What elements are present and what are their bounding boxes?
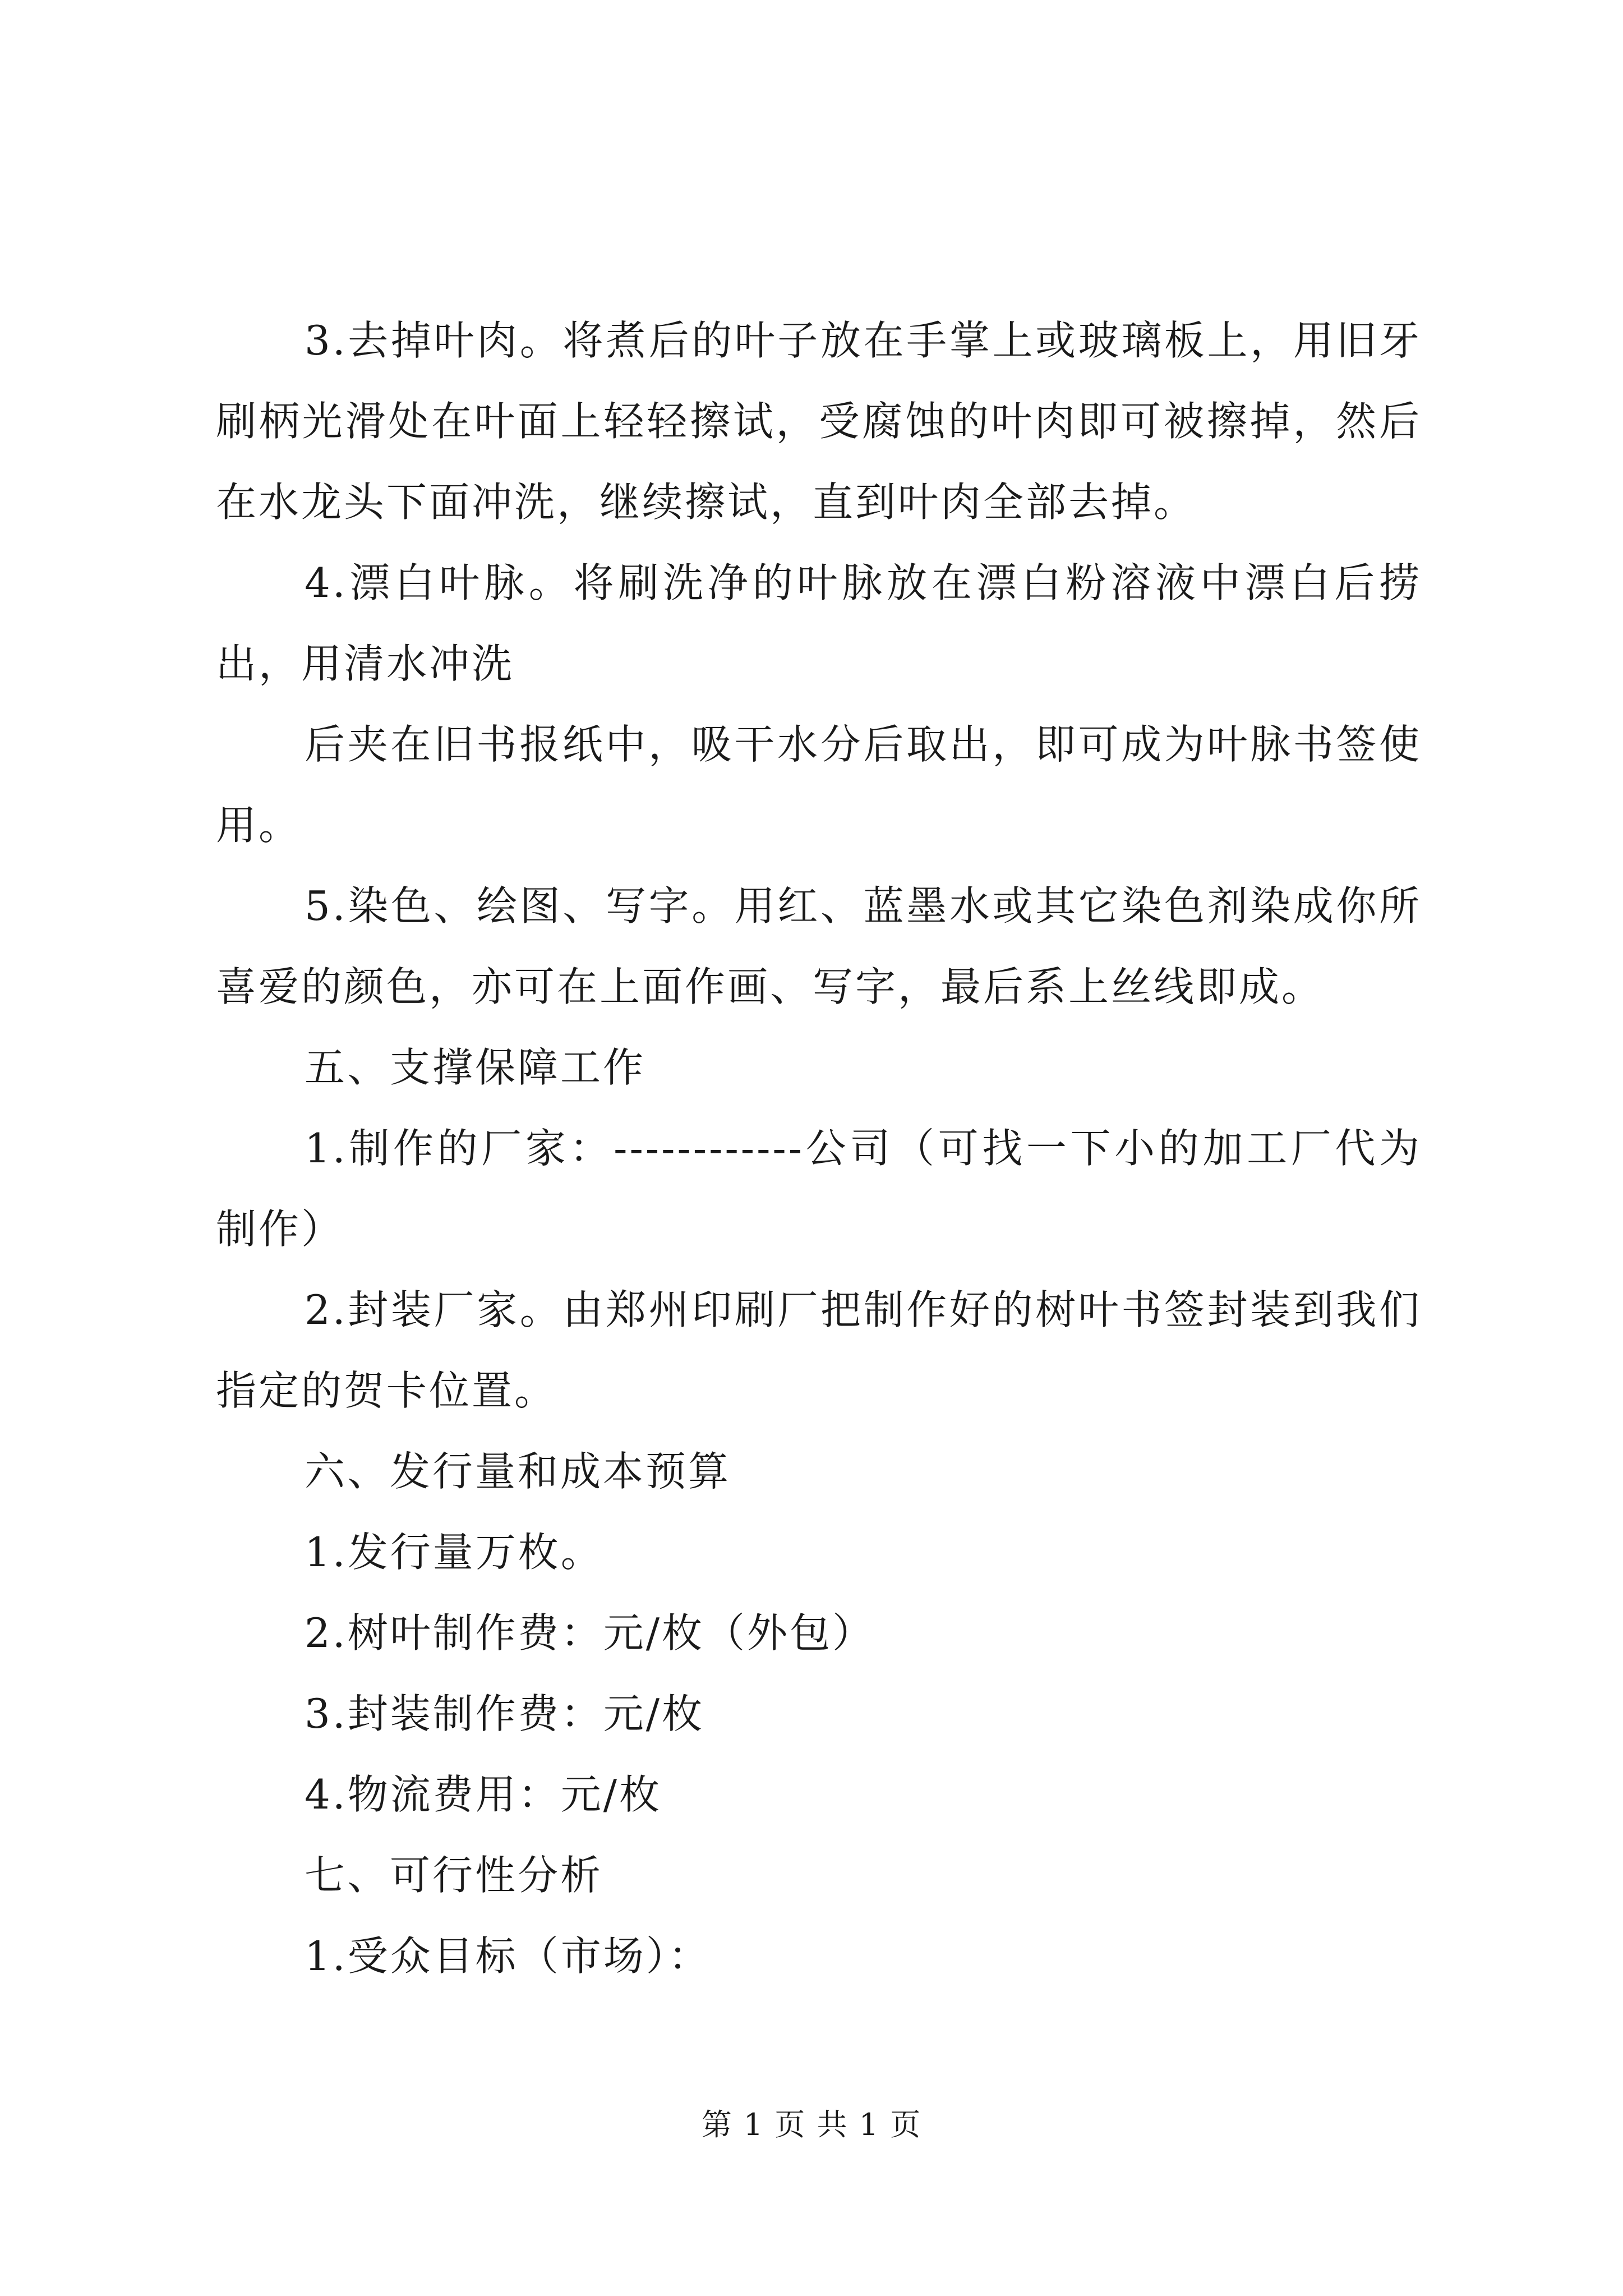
paragraph-step-3: 3.去掉叶肉。将煮后的叶子放在手掌上或玻璃板上，用旧牙刷柄光滑处在叶面上轻轻擦试，受腐蚀的叶肉即可被擦掉，然后在水龙头下面冲洗，继续擦试，直到叶肉全部去掉。 [216,317,1422,526]
paragraph-manufacturer: 1.制作的厂家：------------公司（可找一下小的加工厂代为制作） [216,1125,1422,1253]
document-body [216,300,1422,1996]
paragraph-step-4: 4.漂白叶脉。将刷洗净的叶脉放在漂白粉溶液中漂白后捞出，用清水冲洗 [216,559,1422,687]
paragraph-logistics-cost: 4.物流费用：元/枚 [305,1771,662,1818]
paragraph-step-4-continued: 后夹在旧书报纸中，吸干水分后取出，即可成为叶脉书签使用。 [216,721,1422,849]
page-footer: 第 1 页 共 1 页 [701,2107,922,2142]
paragraph-circulation: 1.发行量万枚。 [305,1529,603,1576]
section-heading-feasibility: 七、可行性分析 [305,1852,603,1899]
paragraph-target-audience: 1.受众目标（市场）： [305,1932,711,1980]
paragraph-step-5: 5.染色、绘图、写字。用红、蓝墨水或其它染色剂染成你所喜爱的颜色，亦可在上面作画、写字，最后系上丝线即成。 [216,882,1422,1010]
paragraph-packaging: 2.封装厂家。由郑州印刷厂把制作好的树叶书签封装到我们指定的贺卡位置。 [216,1286,1422,1414]
paragraph-packaging-cost: 3.封装制作费：元/枚 [305,1690,704,1737]
section-heading-support: 五、支撑保障工作 [305,1044,646,1091]
paragraph-leaf-cost: 2.树叶制作费：元/枚（外包） [305,1609,875,1657]
section-heading-budget: 六、发行量和成本预算 [305,1448,731,1495]
